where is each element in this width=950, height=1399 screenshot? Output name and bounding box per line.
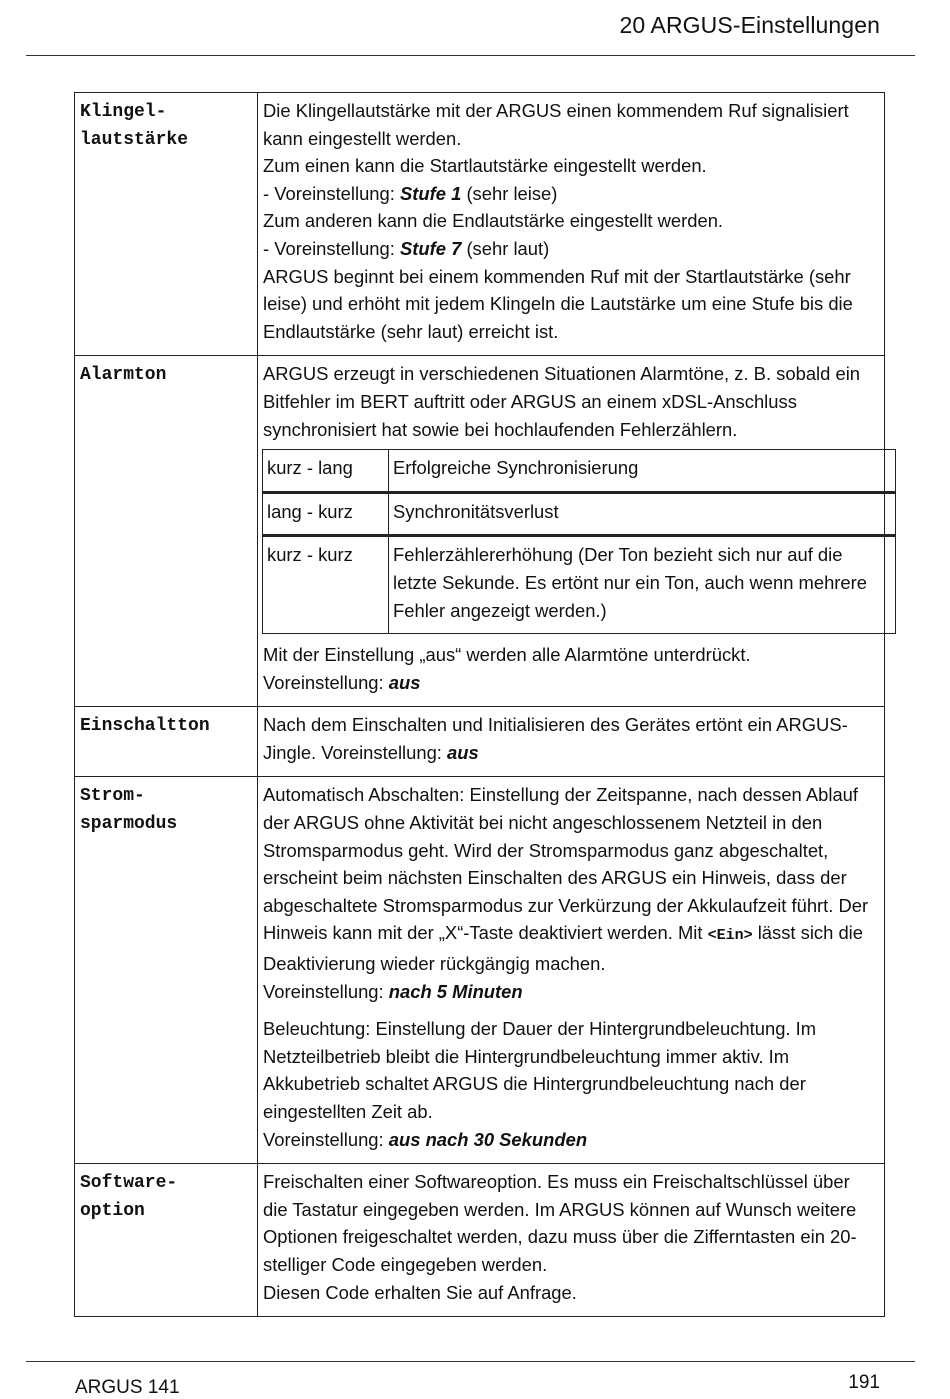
description-text: Die Klingellautstärke mit der ARGUS einen kommendem Ruf signalisiert kann eingestellt werden. — [263, 100, 849, 149]
tone-pattern: kurz - kurz — [263, 536, 389, 634]
header-rule — [26, 55, 915, 56]
tone-pattern: lang - kurz — [263, 492, 389, 536]
alarm-tone-table — [262, 449, 896, 634]
description-text: Freischalten einer Softwareoption. Es muss ein Freischaltschlüssel über die Tastatur eingegeben werden. Im ARGUS können auf Wunsch weitere Optionen freigeschaltet werden, dazu muss über die Zifferntasten ein 20-stelliger Code eingegeben werden. — [263, 1171, 857, 1275]
term-cell — [75, 707, 258, 777]
description-cell — [258, 356, 885, 707]
description-cell — [258, 707, 885, 777]
tone-meaning: Synchronitätsverlust — [389, 492, 896, 536]
term-cell — [75, 356, 258, 707]
default-note: (sehr leise) — [461, 182, 558, 204]
description-text: Diesen Code erhalten Sie auf Anfrage. — [263, 1281, 577, 1303]
description-text: Beleuchtung: Einstellung der Dauer der Hintergrundbeleuchtung. Im Netzteilbetrieb bleibt die Hintergrundbeleuchtung immer aktiv. Im Akkubetrieb schaltet ARGUS die Hintergrundbeleuchtung nach der eingestellten Zeit ab. — [263, 1018, 817, 1122]
default-line — [263, 1126, 878, 1154]
description-text: Nach dem Einschalten und Initialisieren des Gerätes ertönt ein ARGUS-Jingle. Voreinstellung: — [263, 714, 848, 763]
tone-pattern: kurz - lang — [263, 450, 389, 493]
default-label: - Voreinstellung: — [263, 237, 400, 259]
table-row-alarmton — [75, 356, 885, 707]
term-line: Einschaltton — [80, 716, 210, 737]
description-text: ARGUS beginnt bei einem kommenden Ruf mit der Startlautstärke (sehr leise) und erhöht mit jedem Klingeln die Lautstärke um eine Stufe bis die Endlautstärke (sehr laut) erreicht ist. — [263, 265, 853, 342]
default-line — [263, 180, 878, 208]
description-text: Automatisch Abschalten: Einstellung der Zeitspanne, nach dessen Ablauf der ARGUS ohne Aktivität bei nicht angeschlossenem Netzteil in den Stromsparmodus geht. Wird der Stromsparmodus ganz abgeschaltet, erscheint beim nächsten Einschalten des ARGUS ein Hinweis, dass der abgeschaltete Stromsparmodus zur Verkürzung der Akkulaufzeit führt. Der Hinweis kann mit der „X“-Taste deaktiviert werden. Mit — [263, 784, 869, 944]
term-line: sparmodus — [80, 813, 178, 834]
alarm-tone-row — [263, 450, 896, 493]
term-line: Alarmton — [80, 365, 167, 386]
footer-rule — [26, 1361, 915, 1362]
default-line — [263, 669, 878, 697]
term-cell — [75, 777, 258, 1164]
key-label: <Ein> — [707, 927, 753, 945]
term-line: Strom- — [80, 786, 145, 807]
settings-table — [74, 92, 885, 1317]
paragraph-gap — [263, 1005, 878, 1015]
tone-meaning: Fehlerzählererhöhung (Der Ton bezieht sich nur auf die letzte Sekunde. Es ertönt nur ein Ton, auch wenn mehrere Fehler angezeigt werden.) — [389, 536, 896, 634]
description-text: Zum anderen kann die Endlautstärke eingestellt werden. — [263, 210, 724, 232]
default-value: nach 5 Minuten — [388, 980, 523, 1002]
tone-meaning: Erfolgreiche Synchronisierung — [389, 450, 896, 493]
default-label: Voreinstellung: — [263, 671, 389, 693]
alarm-tone-row — [263, 492, 896, 536]
default-label: Voreinstellung: — [263, 980, 389, 1002]
default-value: Stufe 7 — [400, 237, 462, 259]
description-cell — [258, 1164, 885, 1317]
page-header-title: 20 ARGUS-Einstellungen — [619, 12, 880, 38]
description-text: Mit der Einstellung „aus“ werden alle Alarmtöne unterdrückt. — [263, 644, 751, 666]
footer-product-name: ARGUS 141 — [75, 1377, 180, 1398]
term-line: Software- — [80, 1173, 178, 1194]
description-text: lässt sich die Deaktivierung wieder rückgängig machen. — [263, 922, 863, 975]
default-value: Stufe 1 — [400, 182, 462, 204]
term-line: lautstärke — [80, 129, 189, 150]
default-line — [263, 978, 878, 1006]
default-line — [263, 235, 878, 263]
term-cell — [75, 93, 258, 356]
default-value: aus — [388, 671, 421, 693]
default-value: aus — [447, 741, 479, 763]
term-line: option — [80, 1200, 145, 1221]
table-row-stromsparmodus — [75, 777, 885, 1164]
table-row-klingellautstaerke — [75, 93, 885, 356]
description-cell — [258, 777, 885, 1164]
table-row-einschaltton — [75, 707, 885, 777]
description-text — [263, 781, 878, 977]
alarm-tone-row — [263, 536, 896, 634]
default-note: (sehr laut) — [461, 237, 550, 259]
description-cell — [258, 93, 885, 356]
table-row-softwareoption — [75, 1164, 885, 1317]
default-label: Voreinstellung: — [263, 1128, 389, 1150]
description-text: Zum einen kann die Startlautstärke eingestellt werden. — [263, 155, 707, 177]
term-cell — [75, 1164, 258, 1317]
term-line: Klingel- — [80, 102, 167, 122]
default-label: - Voreinstellung: — [263, 182, 400, 204]
description-text — [263, 711, 878, 766]
page-number: 191 — [848, 1372, 880, 1393]
default-value: aus nach 30 Sekunden — [388, 1128, 588, 1150]
description-text: ARGUS erzeugt in verschiedenen Situationen Alarmtöne, z. B. sobald ein Bitfehler im BERT auftritt oder ARGUS an einem xDSL-Anschluss synchronisiert hat sowie bei hochlaufenden Fehlerzählern. — [263, 363, 861, 440]
